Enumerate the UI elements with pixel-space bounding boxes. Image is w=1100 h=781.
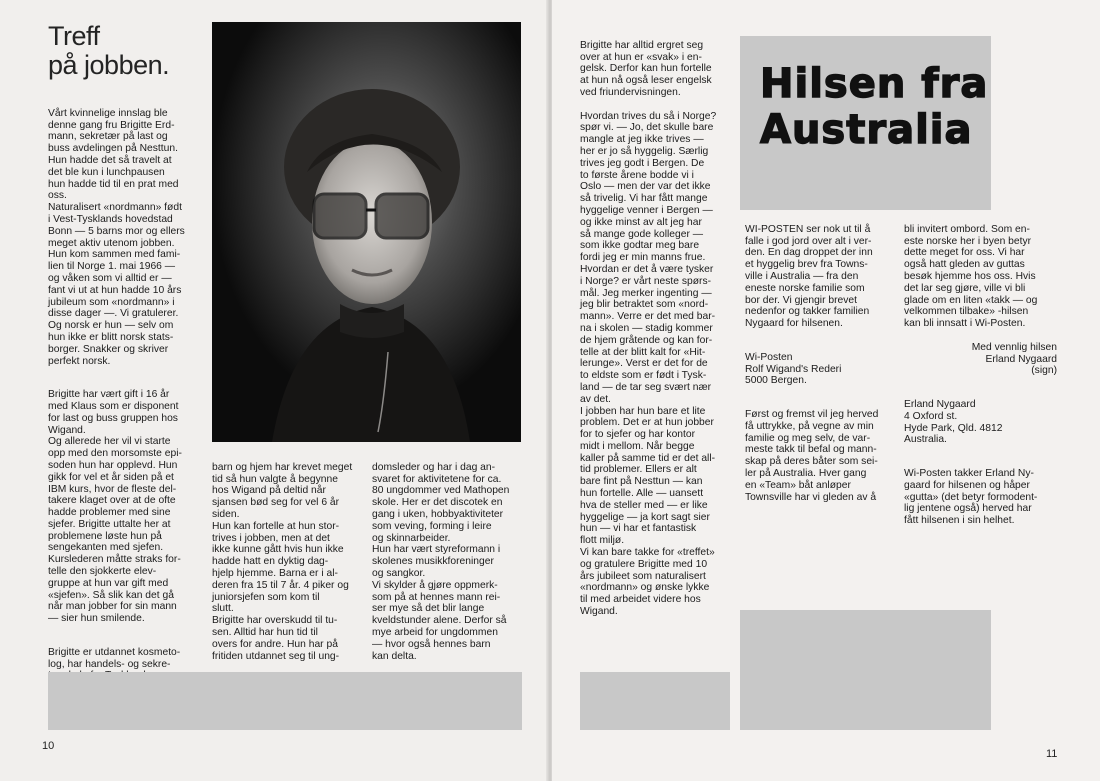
paragraph-life-in-norway: Brigitte har alltid ergret seg over at hun er «svak» i en- gelsk. Derfor kan hun fortelle at hun nå også leser engelsk ved friundervisningen. Hvordan trives du så i Norge? spør vi. — Jo, det skulle bare mangle at jeg ikke trives — her er jo så hyggelig. Særlig trives jeg godt i Bergen. De to første årene bodde vi i Oslo — men der var det ikke så trivelig. Vi har fått mange hyggelige venner i Bergen — og ikke minst av alt jeg har så mange gode kolleger — som ikke godtar meg bare fordi jeg er min manns frue. Hvordan er det å være tysker i Norge? er vårt neste spørs- mål. Jeg merker ingenting — jeg blir betraktet som «nord- mann». Verre er det med bar- na i skolen — stadig kommer de hjem gråtende og kan for- telle at der blitt kalt for «Hit- lerunge». Verst er det for de to eldste som er født i Tysk- land — de tar seg svært nær av det. I jobben har hun bare et lite problem. Det er at hun jobber for to sjefer og har kontor midt i mellom. Når begge kaller på samme tid er det all- tid problemer. Ellers er alt bare fint på Nesttun — kan hun fortelle. Alle — uansett hva de steller med — er like hyggelige — ja kort sagt sier hun — vi har et fantastisk flott miljø. Vi kan bare takke for «treffet» og gratulere Brigitte med 10 års jubileet som naturalisert «nordmann» og ønske lykke til med arbeidet videre hos Wigand.	[580, 39, 717, 618]
paragraph-letter-body: Først og fremst vil jeg herved få uttrykke, på vegne av min familie og meg selv, de var- meste takk til befal og mann- skap på deres båter som sei- ler på Australia. Hver gang en «Team» båt anløper Townsville har vi gleden av å	[745, 408, 879, 503]
left-column-3	[372, 450, 522, 665]
australia-title-line-1: Hilsen fra	[760, 61, 989, 107]
australia-title-line-2: Australia	[760, 107, 973, 153]
title-line-2: på jobben.	[48, 50, 170, 80]
right-column-3	[904, 212, 1057, 612]
letter-signoff: Med vennlig hilsen Erland Nygaard (sign)	[971, 341, 1057, 377]
article-title-treff	[48, 22, 169, 80]
right-column-1	[580, 28, 730, 618]
right-column-2	[745, 212, 894, 612]
portrait-photo	[212, 22, 521, 442]
paragraph-letter-intro: WI-POSTEN ser nok ut til å falle i god jord over alt i ver- den. En dag droppet der inn et hyggelig brev fra Towns- ville i Australia — fra den eneste norske familie som bor der. Vi gjengir brevet nedenfor og takker familien Nygaard for hilsenen.	[745, 223, 873, 330]
left-page	[0, 0, 548, 781]
right-page	[552, 0, 1100, 781]
page-number-left: 10	[42, 740, 55, 752]
paragraph-education: Brigitte er utdannet kosmeto- log, har handels- og sekre-	[48, 646, 181, 670]
letter-address: Wi-Posten Rolf Wigand's Rederi 5000 Bergen.	[745, 351, 842, 387]
paragraph-youth-work: domsleder og har i dag an- svaret for aktivitetene for ca. 80 ungdommer ved Mathopen skole. Her er det discotek en gang i uken, hobbyaktiviteter som veving, forming i leire og skinnarbeider. Hun har vært styreformann i skolenes musikkforeninger og sangkor. Vi skylder å gjøre oppmerk- som på at hennes mann rei- ser mye så det blir lange kveldstunder alene. Derfor så mye arbeid for ungdommen — hvor også hennes barn kan delta.	[372, 461, 510, 662]
footer-gray-block	[740, 610, 991, 730]
paragraph-letter-continued: bli invitert ombord. Som en- este norske her i byen betyr dette meget for oss. Vi har også hatt gleden av guttas besøk hjemme hos oss. Hvis det lar seg gjøre, ville vi bli glade om en liten «takk — og velkommen tilbake» -hilsen kan bli innsatt i Wi-Posten.	[904, 223, 1038, 330]
paragraph-family: barn og hjem har krevet meget tid så hun valgte å begynne hos Wigand på deltid når sjansen bød seg for vel 6 år siden. Hun kan fortelle at hun stor- trives i jobben, men at det ikke kunne gått hvis hun ikke hadde hatt en dyktig dag- hjelp hjemme. Barna er i al- deren fra 15 til 7 år. 4 piker og juniorsjefen som kom til slutt. Brigitte har overskudd til tu- sen. Alltid har hun tid til overs for andre. Hun har på fritiden utdannet seg til ung-	[212, 461, 353, 662]
paragraph-closing-thanks: Wi-Posten takker Erland Ny- gaard for hilsenen og håper «gutta» (det betyr formodent- lig jentene også) herved har fått hilsenen i sin helhet.	[904, 467, 1038, 527]
left-column-2	[212, 450, 360, 665]
footer-gray-bar-small	[580, 672, 730, 730]
footer-gray-bar	[48, 672, 522, 730]
paragraph-married: Brigitte har vært gift i 16 år med Klaus som er disponent for last og buss gruppen hos Wigand. Og allerede her vil vi starte opp med den morsomste epi- soden hun har opplevd. Hun gikk for vel et år siden på et IBM kurs, hvor de fleste del- takere klaget over at de ofte hadde problemer med sine sjefer. Brigitte uttalte her at problemene løste hun på sengekanten med sjefen. Kurslederen måtte straks for- telle den sjokkerte elev- gruppe at hun var gift med «sjefen». Så slik kan det gå når man jobber for sin mann — sier hun smilende.	[48, 389, 182, 625]
left-column-1	[48, 96, 200, 670]
title-line-1: Treff	[48, 21, 100, 51]
page-number-right: 11	[1046, 748, 1058, 760]
article-title-australia	[760, 61, 988, 153]
paragraph-intro: Vårt kvinnelige innslag ble denne gang fru Brigitte Erd- mann, sekretær på last og buss avdelingen på Nesttun. Hun hadde det så travelt at det ble kun i lunchpausen hun hadde tid til en prat med oss. Naturalisert «nordmann» født i Vest-Tysklands hovedstad Bonn — 5 barns mor og ellers meget aktiv utenom jobben. Hun kom sammen med fami- lien til Norge 1. mai 1966 — og våken som vi alltid er — fant vi ut at hun hadde 10 års jubileum som «nordmann» i disse dager —. Vi gratulerer. Og norsk er hun — selv om hun ikke er blitt norsk stats- borger. Snakker og skriver perfekt norsk.	[48, 107, 185, 367]
sender-address: Erland Nygaard 4 Oxford st. Hyde Park, Qld. 4812 Australia.	[904, 398, 1003, 446]
